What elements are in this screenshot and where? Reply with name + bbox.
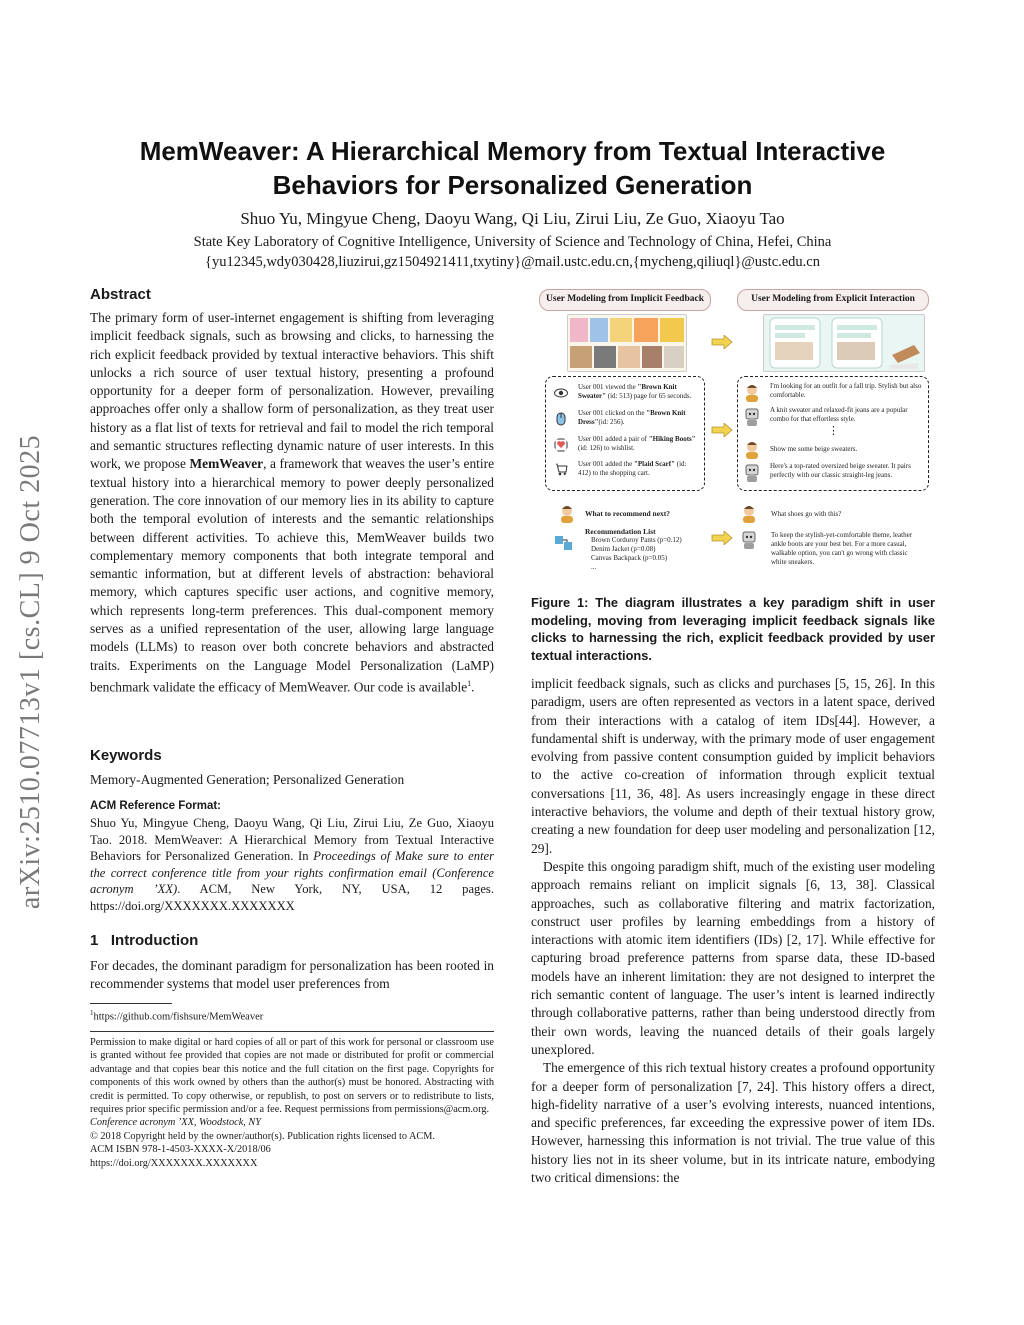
user-message-2: Show me some beige sweaters.: [770, 445, 858, 453]
acm-reference-section: [90, 798, 494, 914]
intro-paragraph-1: implicit feedback signals, such as clicks and purchases [5, 15, 26]. In this paradigm, users are often represented as vectors in a latent space, derived from their interactions with a catalog of item IDs[44]. However, a fundamental shift is underway, with the primary mode of user engagement evolving from passive content consumption guided by implicit behaviors to the active co-creation of information through explicit textual conversations [11, 36, 48]. As users increasingly engage in these direct interactive behaviors, the volume and depth of their textual history grow, creating a new foundation for deep user modeling and personalization [12, 29].: [531, 676, 935, 856]
user-message-1: I'm looking for an outfit for a fall trip. Stylish but also comfortable.: [770, 382, 922, 399]
abstract-text-part-1: The primary form of user-internet engagement is shifting from leveraging implicit feedback signals, such as browsing and clicks, to harnessing the rich explicit feedback provided by textual interactive behaviors. This shift unlocks a rich source of user textual history, presenting a profound opportunity for a deeper form of personalization. However, prevailing approaches offer only a shallow form of personalization, as they treat user history as a flat list of texts for retrieval and fail to model the rich temporal and semantic structures reflecting dynamic nature of user interests. In this work, we propose: [90, 310, 494, 472]
abstract-text-part-2: , a framework that weaves the user’s entire textual history into a hierarchical memory to power deeply personalized generation. The core innovation of our memory lies in its ability to capture both the temporal evolution of interests and the semantic relationships between different activities. To achieve this, MemWeaver builds two complementary memory components that both integrate temporal and semantic information, but at different levels of abstraction: behavioral memory, which captures specific user actions, and cognitive memory, which represents long-term preferences. This dual-component memory serves as a unified representation of the user, allowing large language models (LLMs) to reason over both concrete behaviors and abstracted traits. Experiments on the Language Model Personalization (LaMP) benchmark validate the efficacy of MemWeaver. Our code is available: [90, 456, 495, 695]
user-avatar-icon: [739, 503, 759, 523]
recommender-icon: [553, 533, 573, 553]
intro-paragraph-3: The emergence of this rich textual history creates a profound opportunity for a deeper form of personalization [7, 24]. This history offers a direct, high-fidelity narrative of a user’s evolving interests, nuanced intentions, and specific preferences, far exceeding the expressive power of item IDs. However, harnessing this information is not trivial. The true value of this history lies not in its sheer volume, but in its intricate nature, embodying two critical dimensions: the: [531, 1060, 935, 1186]
question-left: What to recommend next?: [585, 509, 671, 518]
event-item: "Plaid Scarf": [633, 460, 676, 468]
recommendation-list-title: Recommendation List: [585, 527, 656, 536]
event-text: (id: 256).: [598, 418, 625, 426]
shopping-page-illustration: [567, 314, 687, 372]
intro-paragraph-2: Despite this ongoing paradigm shift, much of the existing user modeling approach remains reliant on implicit signals [6, 13, 38]. Classical approaches, such as collaborative filtering and matrix factorization, construct user profiles by learning embeddings from a history of interactions with atomic item identifiers (IDs) [2, 17]. While effective for capturing broad preference patterns from sparse data, these ID-based models have an inherent limitation: they are not designed to interpret the rich semantic content of language. The user’s intent is learned indirectly through collaborative patterns, rather than being understood directly from their own words, leaving the nuanced details of their goals largely unexplored.: [531, 858, 935, 1057]
isbn-line: ACM ISBN 978-1-4503-XXXX-X/2018/06: [90, 1144, 271, 1156]
event-text: User 001 viewed the: [578, 383, 638, 391]
implicit-events-box: [545, 376, 705, 491]
eye-icon: [554, 386, 568, 400]
event-text: (id: 126) to wishlist.: [578, 444, 635, 452]
abstract-section: [90, 285, 494, 697]
section-number: 1: [90, 932, 99, 949]
framework-name: MemWeaver: [189, 456, 264, 472]
arrow-icon: [711, 531, 733, 545]
event-item: "Brown Knit Dress": [578, 409, 686, 426]
chat-app-graphic: [764, 315, 924, 371]
abstract-text: [90, 309, 494, 697]
event-text: (id: 513) page for 65 seconds.: [606, 392, 692, 400]
author-list: Shuo Yu, Mingyue Cheng, Daoyu Wang, Qi Liu, Zirui Liu, Ze Guo, Xiaoyu Tao: [240, 209, 785, 228]
introduction-section: [90, 931, 494, 994]
mouse-icon: [554, 412, 568, 426]
arxiv-identifier: arXiv:2510.07713v1 [cs.CL] 9 Oct 2025: [15, 434, 46, 910]
footnote-marker: 1: [467, 678, 472, 688]
event-item: "Brown Knit Sweater": [578, 383, 677, 400]
recommendation-item-4: ...: [591, 563, 597, 571]
arrow-icon: [711, 335, 733, 349]
event-text: User 001 added the: [578, 460, 634, 468]
abstract-end: .: [471, 679, 475, 695]
implicit-event-3: [578, 435, 700, 453]
permission-text: Permission to make digital or hard copies of all or part of this work for personal or classroom use is granted without fee provided that copies are not made or distributed for profit or commercial advantage and that copies bear this notice and the full citation on the first page. Copyrights for components of this work owned by others than the author(s) must be honored. Abstracting with credit is permitted. To copy otherwise, or republish, to post on servers or to redistribute to lists, requires prior specific permission and/or a fee. Request permissions from permissions@acm.org.: [90, 1037, 494, 1116]
keywords-section: [90, 746, 494, 789]
permission-block: [90, 1036, 494, 1170]
title-line-1: MemWeaver: A Hierarchical Memory from Textual Interactive: [139, 136, 886, 166]
arrow-icon: [711, 423, 733, 437]
acm-ref-part-1: Shuo Yu, Mingyue Cheng, Daoyu Wang, Qi Liu, Zirui Liu, Ze Guo, Xiaoyu Tao. 2018. MemWeaver: A Hierarchical Memory from Textual Interactive Behaviors for Personalized Generation. In: [90, 816, 494, 863]
permission-divider: [90, 1031, 494, 1032]
email-list: {yu12345,wdy030428,liuzirui,gz1504921411,txytiny}@mail.ustc.edu.cn,{mycheng,qiliuql}@ustc.edu.cn: [205, 254, 820, 270]
event-text: (id: 412) to the shopping cart.: [578, 460, 687, 477]
implicit-event-1: [578, 383, 700, 401]
footnote-divider: [90, 1003, 172, 1004]
figure-caption: Figure 1: The diagram illustrates a key paradigm shift in user modeling, moving from leveraging implicit feedback signals like clicks to harnessing the rich, explicit feedback provided by user textual interactions.: [531, 595, 935, 663]
shopping-page-graphic: [568, 315, 686, 371]
explicit-conversation-box: [737, 376, 929, 491]
doi-line: https://doi.org/XXXXXXX.XXXXXXX: [90, 1157, 258, 1169]
footnote: [90, 1007, 494, 1024]
wishlist-icon: [554, 438, 568, 452]
acm-reference-text: [90, 815, 494, 914]
implicit-event-2: [578, 409, 700, 427]
introduction-text: For decades, the dominant paradigm for personalization has been rooted in recommender systems that model user preferences from: [90, 958, 494, 992]
event-item: "Hiking Boots": [648, 435, 696, 443]
conversation-ellipsis: ⋮: [828, 425, 839, 437]
keywords-heading: Keywords: [90, 747, 162, 764]
introduction-heading: [90, 931, 494, 951]
event-text: User 001 added a pair of: [578, 435, 649, 443]
copyright-line: © 2018 Copyright held by the owner/author(s). Publication rights licensed to ACM.: [90, 1130, 436, 1142]
recommendation-item-1: Brown Corduroy Pants (p=0.12): [591, 536, 682, 544]
paper-title: [90, 134, 935, 202]
implicit-feedback-header: User Modeling from Implicit Feedback: [539, 289, 711, 311]
implicit-event-4: [578, 460, 700, 478]
affiliation: State Key Laboratory of Cognitive Intelligence, University of Science and Technology of China, Hefei, China: [193, 234, 832, 250]
acm-ref-part-2: . ACM, New York, NY, USA, 12 pages. https://doi.org/XXXXXXX.XXXXXXX: [90, 882, 494, 913]
assistant-avatar-icon: [742, 462, 762, 482]
section-title: Introduction: [110, 932, 199, 949]
explicit-interaction-header: User Modeling from Explicit Interaction: [737, 289, 929, 311]
user-avatar-icon: [557, 503, 577, 523]
assistant-avatar-icon: [739, 529, 759, 549]
footnote-number: 1: [90, 1009, 94, 1017]
event-text: User 001 clicked on the: [578, 409, 647, 417]
abstract-heading: Abstract: [90, 286, 151, 303]
assistant-message-2: Here's a top-rated oversized beige sweater. It pairs perfectly with our classic straight-leg jeans.: [770, 462, 911, 479]
assistant-message-1: A knit sweater and relaxed-fit jeans are a popular combo for that effortless style.: [770, 406, 908, 423]
recommendation-item-2: Denim Jacket (p=0.08): [591, 545, 656, 553]
user-avatar-icon: [742, 382, 762, 402]
cart-icon: [554, 462, 568, 476]
footnote-url[interactable]: https://github.com/fishsure/MemWeaver: [93, 1011, 264, 1023]
conference-info: Conference acronym ’XX, Woodstock, NY: [90, 1117, 262, 1129]
chat-app-illustration: [763, 314, 925, 372]
figure-1: [531, 283, 935, 583]
acm-ref-venue: Proceedings of Make sure to enter the correct conference title from your rights confirmation email (Conference acronym ’XX): [90, 849, 494, 896]
assistant-avatar-icon: [742, 406, 762, 426]
acm-reference-heading: ACM Reference Format:: [90, 800, 221, 812]
answer-right: To keep the stylish-yet-comfortable theme, leather ankle boots are your best bet. For a more casual, walkable option, you can't go wrong with classic white sneakers.: [771, 531, 913, 566]
user-avatar-icon: [742, 439, 762, 459]
question-right: What shoes go with this?: [771, 510, 842, 518]
introduction-continued: [531, 675, 935, 1187]
title-line-2: Behaviors for Personalized Generation: [272, 170, 753, 200]
recommendation-item-3: Canvas Backpack (p=0.05): [591, 554, 668, 562]
keywords-text: Memory-Augmented Generation; Personalized Generation: [90, 772, 405, 787]
